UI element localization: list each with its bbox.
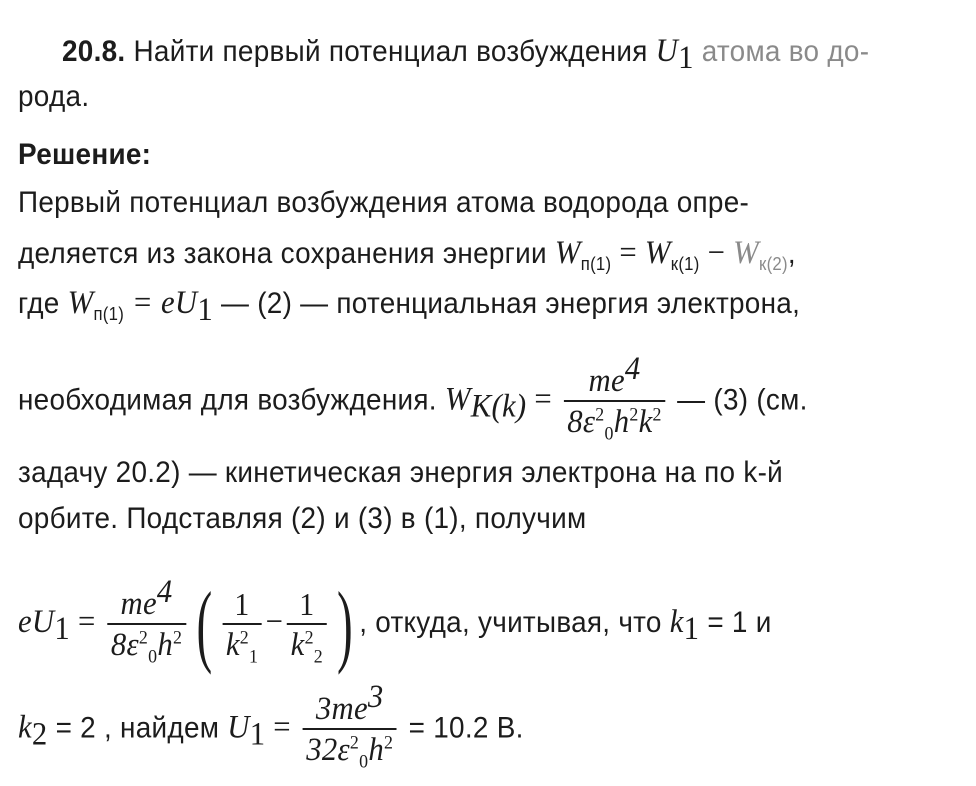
fraction-numerator: 1 xyxy=(234,585,250,622)
fraction-sup: 2 xyxy=(239,626,249,648)
formula-minus: − xyxy=(265,603,284,640)
fraction-kinetic-energy xyxy=(564,351,666,445)
formula-k1: k xyxy=(669,603,684,640)
formula-sub: 1 xyxy=(54,610,70,647)
fraction-sup: 2 xyxy=(349,732,360,754)
solution-line-2-text: деляется из закона сохранения энергии xyxy=(18,237,555,270)
fraction-coefficient xyxy=(107,573,186,667)
fraction-denominator xyxy=(287,623,327,667)
formula-eq: = xyxy=(611,235,645,271)
formula-eq: = xyxy=(265,709,299,746)
problem-text-end: атома во до- xyxy=(693,35,870,68)
formula-sub: 1 xyxy=(683,610,700,647)
fraction-den-k: k xyxy=(225,626,240,663)
fraction-sub: 0 xyxy=(148,645,158,667)
fraction-sup: 2 xyxy=(138,626,149,648)
fraction-sup: 2 xyxy=(629,404,639,426)
formula-sub: к(1) xyxy=(670,254,700,274)
formula-energy-w: W xyxy=(733,235,759,271)
problem-variable-subscript: 1 xyxy=(678,40,694,76)
fraction-den-k: k xyxy=(638,404,653,440)
fraction-denominator xyxy=(564,400,666,445)
solution-line-4-text: необходимая для возбуждения. xyxy=(18,383,445,417)
formula-u1: U xyxy=(227,709,250,746)
fraction-one-over-k1 xyxy=(222,585,262,667)
fraction-numerator-text: me xyxy=(120,585,157,622)
formula-energy-w: W xyxy=(67,285,94,321)
solution-line-4-after: — (3) (см. xyxy=(669,383,808,417)
solution-line-5: задачу 20.2) — кинетическая энергия электрона на по k-й xyxy=(18,456,784,489)
fraction-numerator xyxy=(303,679,397,728)
fraction-numerator-text: me xyxy=(588,363,625,399)
solution-line-7-after: , откуда, учитывая, что xyxy=(359,605,670,639)
fraction-result xyxy=(303,679,397,773)
fraction-den-h: h xyxy=(368,732,384,768)
fraction-sub: 1 xyxy=(248,645,259,667)
solution-line-3-text: где xyxy=(18,287,68,320)
fraction-sup: 4 xyxy=(156,573,173,610)
solution-line-7 xyxy=(18,573,772,675)
fraction-sup: 4 xyxy=(624,351,641,387)
fraction-den-text: 32ε xyxy=(306,732,350,768)
formula-sub: 2 xyxy=(31,716,48,753)
formula-k2: k xyxy=(18,709,32,746)
fraction-den-k: k xyxy=(290,626,305,663)
solution-line-6: орбите. Подставляя (2) и (3) в (1), получим xyxy=(18,502,587,535)
fraction-sub: 2 xyxy=(313,645,323,667)
final-result: = 10.2 В. xyxy=(400,711,524,745)
fraction-sup: 3 xyxy=(367,679,384,715)
solution-line-3 xyxy=(18,285,801,328)
formula-eq: = xyxy=(69,603,104,640)
fraction-numerator xyxy=(564,351,666,400)
problem-statement-line-1 xyxy=(62,33,870,76)
formula-sub: п(1) xyxy=(580,254,612,274)
left-paren: ( xyxy=(196,573,212,675)
fraction-den-h: h xyxy=(613,404,630,440)
fraction-den-text: 8ε xyxy=(110,626,139,663)
fraction-denominator xyxy=(222,623,262,667)
formula-minus: − xyxy=(699,235,734,271)
solution-heading: Решение: xyxy=(18,138,152,171)
solution-line-8 xyxy=(18,679,524,773)
right-paren: ) xyxy=(336,573,353,675)
formula-eq: = xyxy=(526,381,560,418)
fraction-sup: 2 xyxy=(304,626,314,648)
formula-energy-w: W xyxy=(644,235,671,271)
fraction-sup: 2 xyxy=(172,626,183,648)
fraction-sup: 2 xyxy=(383,732,394,754)
fraction-sup: 2 xyxy=(595,404,605,426)
fraction-numerator xyxy=(107,573,186,623)
fraction-den-h: h xyxy=(157,626,173,663)
formula-sub: 1 xyxy=(249,716,266,753)
problem-number: 20.8. xyxy=(62,35,126,68)
formula-energy-w: W xyxy=(554,235,581,271)
solution-line-1: Первый потенциал возбуждения атома водорода опре- xyxy=(18,186,750,219)
fraction-numerator: 1 xyxy=(299,585,315,622)
formula-sub: K(k) xyxy=(470,388,527,425)
fraction-numerator-text: 3me xyxy=(315,691,368,727)
formula-sub: к(2) xyxy=(758,254,788,274)
fraction-den-text: 8ε xyxy=(567,404,596,440)
formula-eu: = eU xyxy=(124,285,198,321)
formula-k1-eq: = 1 и xyxy=(699,605,772,639)
formula-sub: п(1) xyxy=(93,304,125,324)
fraction-sub: 0 xyxy=(604,423,614,445)
formula-sub: 1 xyxy=(197,292,213,328)
formula-energy-w: W xyxy=(444,381,471,418)
solution-line-4 xyxy=(18,351,808,445)
fraction-denominator xyxy=(303,728,397,773)
fraction-one-over-k2 xyxy=(287,585,327,667)
problem-variable: U xyxy=(655,33,679,69)
formula-comma: , xyxy=(787,237,796,270)
fraction-sup: 2 xyxy=(652,404,662,426)
problem-text: Найти первый потенциал возбуждения xyxy=(125,35,656,68)
problem-statement-line-2: рода. xyxy=(18,80,90,113)
formula-eu: eU xyxy=(18,603,55,640)
solution-line-8-text: = 2 , найдем xyxy=(47,711,228,745)
fraction-sub: 0 xyxy=(359,751,369,773)
solution-line-3-text-2: — (2) — потенциальная энергия электрона, xyxy=(212,287,801,320)
solution-line-2 xyxy=(18,235,796,274)
fraction-denominator xyxy=(107,623,186,667)
